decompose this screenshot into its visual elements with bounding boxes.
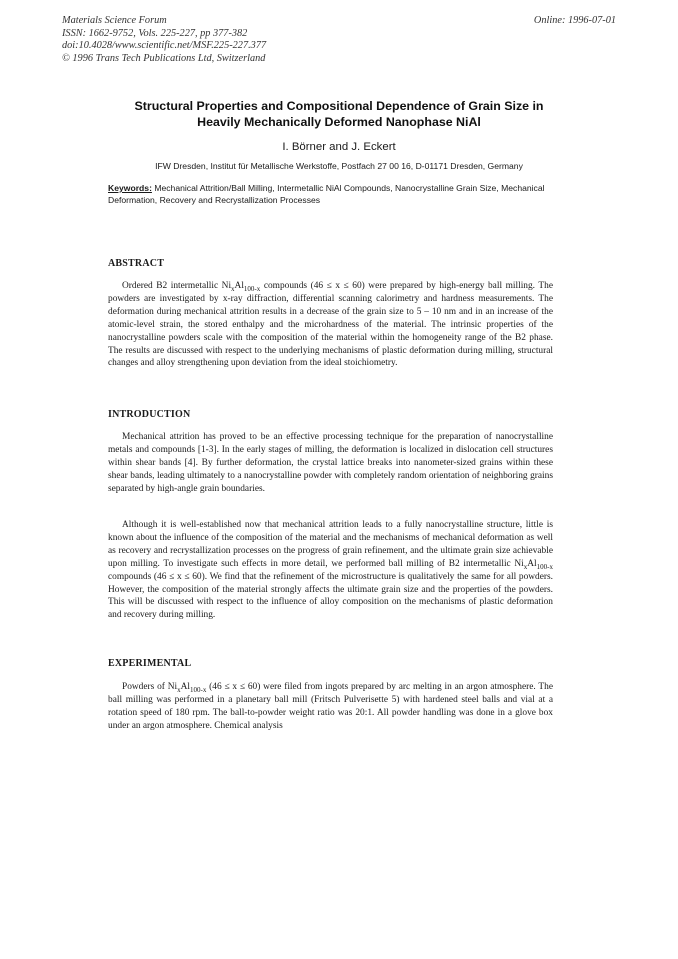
keywords-label: Keywords:: [108, 183, 152, 193]
keywords-text: Mechanical Attrition/Ball Milling, Intermetallic NiAl Compounds, Nanocrystalline Grain Size, Mechanical Deformation, Recovery and Recrystallization Processes: [108, 183, 545, 205]
issn-line: ISSN: 1662-9752, Vols. 225-227, pp 377-382: [62, 27, 248, 39]
copyright-line: © 1996 Trans Tech Publications Ltd, Switzerland: [62, 52, 266, 64]
keywords: [108, 183, 560, 206]
online-date: Online: 1996-07-01: [533, 15, 616, 26]
introduction-paragraph-1: Mechanical attrition has proved to be an effective processing technique for the preparation of nanocrystalline metals and compounds [1-3]. In the early stages of milling, the deformation is localized in dislocation cell structures within shear bands [4]. By further deformation, the crystal lattice breaks into nanometer-sized grains within these shear bands, leading ultimately to a nanocrystalline powder with completely random orientation of neighboring grains separated by high-angle grain boundaries.: [108, 432, 553, 494]
title-line-1: Structural Properties and Compositional Dependence of Grain Size in: [134, 99, 544, 113]
abstract-heading: ABSTRACT: [108, 258, 165, 269]
experimental-paragraph: Powders of $Ni_xAl_{100-x}$ (46 ≤ x ≤ 60) were filed from ingots prepared by arc melting in an argon atmosphere. The ball milling was performed in a planetary ball mill (Fritsch Pulverisette 5) with hardened steel balls and vial at a rotation speed of 180 rpm. The ball-to-powder weight ratio was 20:1. All powder handling was done in a glove box under an argon atmosphere. Chemical analysis: [108, 682, 553, 731]
affiliation: IFW Dresden, Institut für Metallische Werkstoffe, Postfach 27 00 16, D-01171 Dresden, Germany: [155, 161, 523, 171]
journal-name: Materials Science Forum: [62, 15, 167, 26]
abstract-paragraph: Ordered B2 intermetallic $Ni_xAl_{100-x}$ compounds (46 ≤ x ≤ 60) were prepared by high-energy ball milling. The powders are investigated by x-ray diffraction, differential scanning calorimetry and hardness measurements. The deformation during mechanical attrition results in a decrease of the grain size to 5 – 10 nm and in an increase of the atomic-level strain, the stored enthalpy and the microhardness of the material. The intrinsic properties of the nanocrystalline powders scale with the composition of the material within the homogeneity range of the B2 phase. The results are discussed with respect to the underlying mechanisms of plastic deformation during milling, structural changes and alloy strengthening upon deviation from the ideal stoichiometry.: [108, 281, 553, 369]
authors: I. Börner and J. Eckert: [282, 141, 396, 153]
publication-metadata: [62, 15, 266, 65]
introduction-heading: INTRODUCTION: [108, 409, 191, 420]
paper-title: [100, 98, 578, 130]
introduction-paragraph-2: Although it is well-established now that mechanical attrition leads to a fully nanocrystalline structure, little is known about the influence of the composition of the material and the mechanisms of mechanical deformation as well as recovery and recrystallization processes on the progress of grain refinement, and the ultimate grain size achievable upon milling. To investigate such effects in more detail, we performed ball milling of B2 intermetallic $Ni_xAl_{100-x}$ compounds (46 ≤ x ≤ 60). We find that the refinement of the microstructure is qualitatively the same for all powders. However, the composition of the material strongly affects the ultimate grain size and the properties of the powders. This will be discussed with respect to the influence of alloy composition on the mechanisms of plastic deformation and recovery during milling.: [108, 520, 553, 621]
title-line-2: Heavily Mechanically Deformed Nanophase NiAl: [197, 115, 481, 129]
experimental-heading: EXPERIMENTAL: [108, 658, 192, 669]
doi-line: doi:10.4028/www.scientific.net/MSF.225-227.377: [62, 40, 267, 52]
